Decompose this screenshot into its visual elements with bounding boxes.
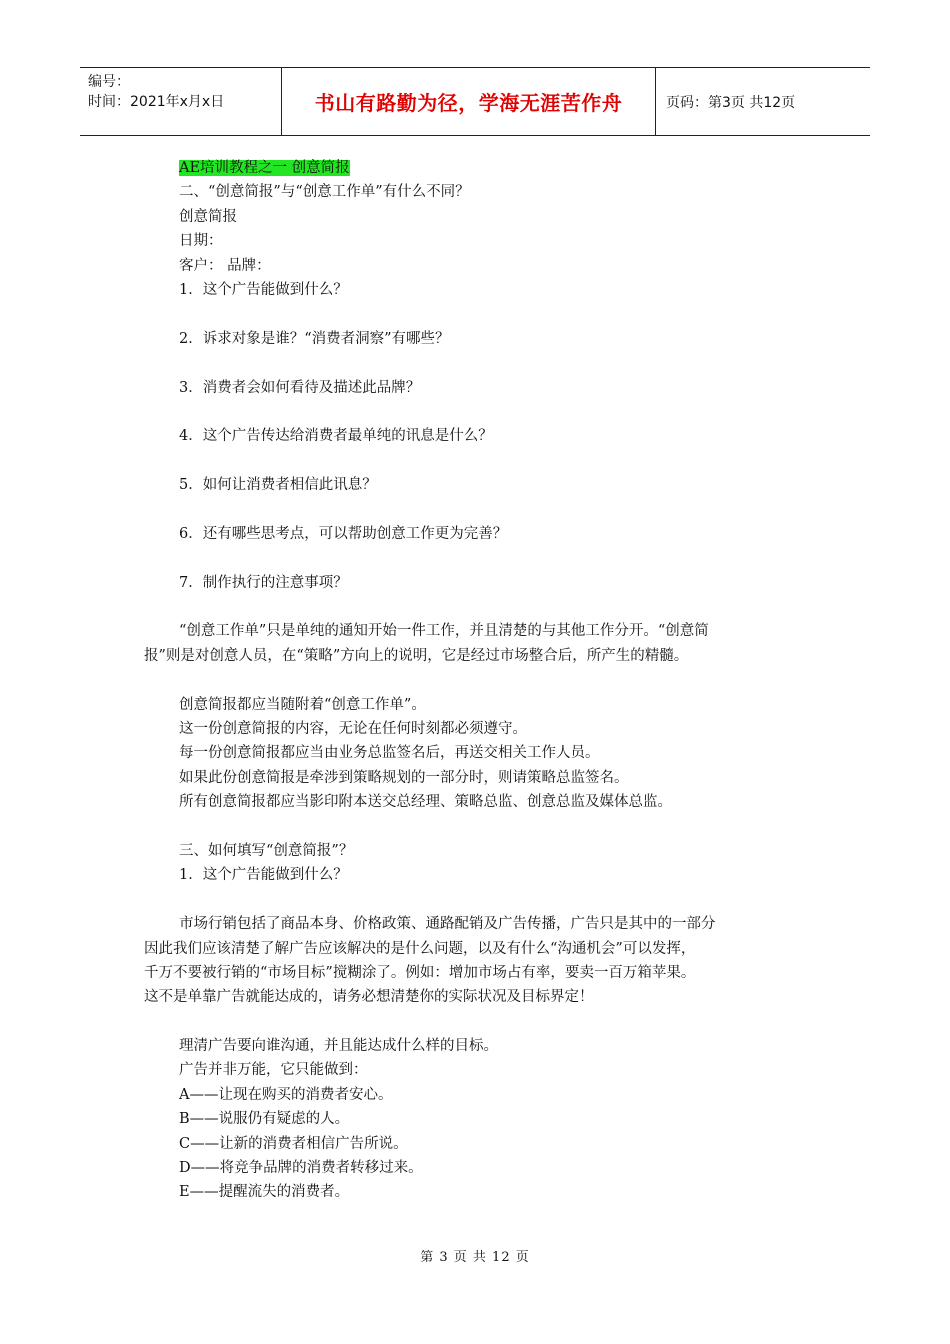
question-item: 3．消费者会如何看待及描述此品牌？ [179, 379, 421, 396]
header-page-info: 页码：第3页 共12页 [666, 94, 796, 111]
page-header [80, 67, 870, 136]
can-do-item: A——让现在购买的消费者安心。 [179, 1086, 393, 1103]
page-footer: 第 3 页 共 12 页 [420, 1250, 530, 1265]
question-item: 5．如何让消费者相信此讯息？ [179, 477, 377, 494]
section-3-question: 1．这个广告能做到什么？ [179, 867, 348, 884]
time-label: 时间：2021年x月x日 [88, 94, 225, 110]
header-motto-cell [282, 68, 656, 135]
section-2-title: 二、“创意简报”与“创意工作单”有什么不同？ [179, 184, 470, 201]
can-do-intro: 广告并非万能，它只能做到： [179, 1062, 368, 1079]
question-item: 4．这个广告传达给消费者最单纯的讯息是什么？ [179, 428, 493, 445]
rule-item: 这一份创意简报的内容，无论在任何时刻都必须遵守。 [179, 720, 527, 737]
brief-label: 创意简报 [179, 208, 237, 225]
can-do-item: C——让新的消费者相信广告所说。 [179, 1135, 408, 1152]
document-body [144, 156, 804, 1205]
question-item: 6．还有哪些思考点，可以帮助创意工作更为完善？ [179, 525, 508, 542]
number-label: 编号： [88, 74, 130, 90]
diff-paragraph-line: 报”则是对创意人员，在“策略”方向上的说明，它是经过市场整合后，所产生的精髓。 [144, 647, 689, 664]
can-do-item: E——提醒流失的消费者。 [179, 1184, 350, 1201]
goal-intro: 理清广告要向谁沟通，并且能达成什么样的目标。 [179, 1038, 498, 1055]
motto: 书山有路勤为径，学海无涯苦作舟 [314, 91, 623, 115]
question-item: 7．制作执行的注意事项？ [179, 574, 348, 591]
rule-item: 所有创意简报都应当影印附本送交总经理、策略总监、创意总监及媒体总监。 [179, 794, 672, 811]
diff-paragraph-line: “创意工作单”只是单纯的通知开始一件工作，并且清楚的与其他工作分开。“创意简 [179, 623, 709, 640]
question-item: 2．诉求对象是谁？“消费者洞察”有哪些？ [179, 330, 450, 347]
market-paragraph-line: 因此我们应该清楚了解广告应该解决的是什么问题，以及有什么“沟通机会”可以发挥， [144, 940, 696, 957]
market-paragraph-line: 千万不要被行销的“市场目标”搅糊涂了。例如：增加市场占有率，要卖一百万箱苹果。 [144, 964, 696, 981]
header-meta [80, 68, 282, 135]
question-item: 1．这个广告能做到什么？ [179, 281, 348, 298]
can-do-item: D——将竞争品牌的消费者转移过来。 [179, 1160, 423, 1177]
market-paragraph-line: 市场行销包括了商品本身、价格政策、通路配销及广告传播，广告只是其中的一部分 [179, 916, 716, 933]
document-title: AE培训教程之一 创意简报 [179, 160, 350, 176]
section-3-title: 三、如何填写“创意简报”？ [179, 842, 354, 859]
rule-item: 如果此份创意简报是牵涉到策略规划的一部分时，则请策略总监签名。 [179, 769, 629, 786]
client-brand-label: 客户： 品牌： [179, 257, 271, 274]
rule-item: 创意简报都应当随附着“创意工作单”。 [179, 696, 426, 713]
market-paragraph-line: 这不是单靠广告就能达成的，请务必想清楚你的实际状况及目标界定！ [144, 989, 594, 1006]
can-do-item: B——说服仍有疑虑的人。 [179, 1111, 350, 1128]
rule-item: 每一份创意简报都应当由业务总监签名后，再送交相关工作人员。 [179, 745, 600, 762]
date-label: 日期： [179, 233, 223, 250]
